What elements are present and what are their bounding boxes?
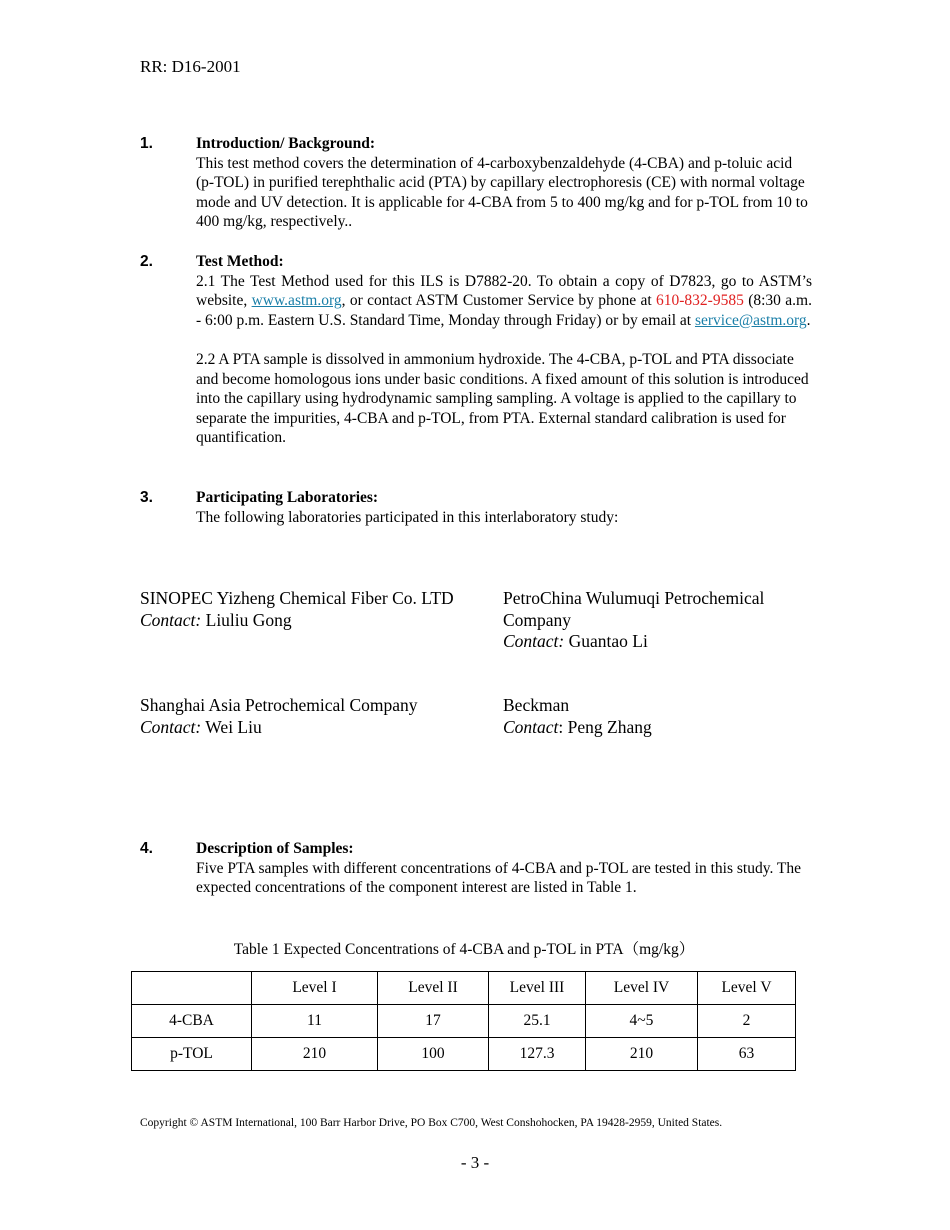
contact-label: Contact bbox=[503, 716, 559, 737]
table-row bbox=[132, 1038, 796, 1071]
section-description-of-samples bbox=[140, 839, 812, 898]
contact-name: : Peng Zhang bbox=[558, 716, 652, 737]
section-number: 3. bbox=[140, 489, 153, 506]
section-title: Description of Samples: bbox=[196, 840, 354, 857]
lab-contact bbox=[140, 717, 470, 739]
lab-contact bbox=[503, 717, 833, 739]
header-cell: Level III bbox=[489, 972, 586, 1005]
section-text: Five PTA samples with different concentrations of 4-CBA and p-TOL are tested in this study. The expected concentrations of the component interest are listed in Table 1. bbox=[196, 859, 802, 897]
table-cell: 210 bbox=[252, 1038, 378, 1071]
lab-name: PetroChina Wulumuqi Petrochemical Company bbox=[503, 588, 765, 630]
page-number: - 3 - bbox=[460, 1153, 490, 1172]
text-run: 2.1 The Test Method used for this ILS is D7882-20. To obtain a copy of D7823, go to ASTM’s website, bbox=[196, 272, 812, 310]
section-introduction bbox=[140, 134, 812, 232]
concentration-table bbox=[131, 971, 796, 1071]
contact-name: Guantao Li bbox=[564, 631, 648, 651]
table-cell: 17 bbox=[378, 1005, 489, 1038]
section-title: Test Method: bbox=[196, 253, 284, 270]
table-cell: 100 bbox=[378, 1038, 489, 1071]
section-number: 4. bbox=[140, 840, 153, 857]
section-text: This test method covers the determination of 4-carboxybenzaldehyde (4-CBA) and p-toluic acid (p-TOL) in purified terephthalic acid (PTA) by capillary electrophoresis (CE) with normal voltage mode and UV detection. It is applicable for 4-CBA from 5 to 400 mg/kg and for p-TOL from 10 to 400 mg/kg, respectively.. bbox=[196, 154, 808, 231]
table-cell: 4~5 bbox=[586, 1005, 698, 1038]
section-paragraph-2-2: 2.2 A PTA sample is dissolved in ammonium hydroxide. The 4-CBA, p-TOL and PTA dissociate and become homologous ions under basic conditions. A fixed amount of this solution is introduced into the capillary using hydrodynamic sampling sampling. A voltage is applied to the capillary to separate the impurities, 4-CBA and p-TOL, from PTA. External standard calibration is used for quantification. bbox=[196, 350, 809, 447]
email-link[interactable]: service@astm.org bbox=[694, 311, 807, 329]
lab-entry bbox=[503, 588, 833, 653]
row-label: p-TOL bbox=[132, 1038, 252, 1071]
astm-website-link[interactable]: www.astm.org bbox=[251, 292, 342, 310]
text-run: (8:30 a.m. - 6:00 p.m. Eastern U.S. Standard Time, Monday through Friday) or by email at bbox=[196, 292, 812, 329]
section-text: The following laboratories participated in this interlaboratory study: bbox=[196, 508, 619, 526]
row-label: 4-CBA bbox=[132, 1005, 252, 1038]
text-run: , or contact ASTM Customer Service by phone at bbox=[341, 292, 657, 310]
contact-label: Contact: bbox=[140, 716, 202, 737]
table-cell: 63 bbox=[698, 1038, 796, 1071]
header-cell: Level IV bbox=[586, 972, 698, 1005]
lab-name: SINOPEC Yizheng Chemical Fiber Co. LTD bbox=[140, 588, 454, 608]
section-participating-labs bbox=[140, 488, 812, 527]
table-cell: 25.1 bbox=[489, 1005, 586, 1038]
section-number: 1. bbox=[140, 135, 153, 152]
table-cell: 11 bbox=[252, 1005, 378, 1038]
text-run: . bbox=[806, 311, 811, 329]
lab-entry bbox=[140, 588, 470, 631]
contact-label: Contact: bbox=[140, 609, 202, 630]
contact-name: Wei Liu bbox=[201, 716, 262, 737]
table-row bbox=[132, 1005, 796, 1038]
table-header-row bbox=[132, 972, 796, 1005]
section-title: Participating Laboratories: bbox=[196, 489, 379, 506]
running-header: RR: D16-2001 bbox=[140, 57, 241, 76]
section-paragraph-2-1 bbox=[196, 272, 812, 331]
copyright-footer: Copyright © ASTM International, 100 Barr Harbor Drive, PO Box C700, West Conshohocken, PA 19428-2959, United States. bbox=[140, 1117, 723, 1129]
section-number: 2. bbox=[140, 253, 153, 270]
section-test-method bbox=[140, 252, 812, 448]
lab-entry bbox=[140, 695, 470, 738]
table-caption: Table 1 Expected Concentrations of 4-CBA and p-TOL in PTA（mg/kg） bbox=[233, 941, 695, 958]
table-cell: 2 bbox=[698, 1005, 796, 1038]
header-cell bbox=[132, 972, 252, 1005]
lab-name: Shanghai Asia Petrochemical Company bbox=[140, 695, 418, 715]
table-cell: 210 bbox=[586, 1038, 698, 1071]
table-cell: 127.3 bbox=[489, 1038, 586, 1071]
lab-entry bbox=[503, 695, 833, 738]
header-cell: Level II bbox=[378, 972, 489, 1005]
contact-name: Liuliu Gong bbox=[201, 609, 292, 630]
lab-contact bbox=[503, 631, 833, 653]
section-title: Introduction/ Background: bbox=[196, 135, 376, 152]
header-cell: Level V bbox=[698, 972, 796, 1005]
lab-contact bbox=[140, 610, 470, 632]
phone-number[interactable]: 610-832-9585 bbox=[656, 292, 744, 310]
header-cell: Level I bbox=[252, 972, 378, 1005]
contact-label: Contact: bbox=[503, 631, 565, 651]
lab-name: Beckman bbox=[503, 695, 570, 715]
